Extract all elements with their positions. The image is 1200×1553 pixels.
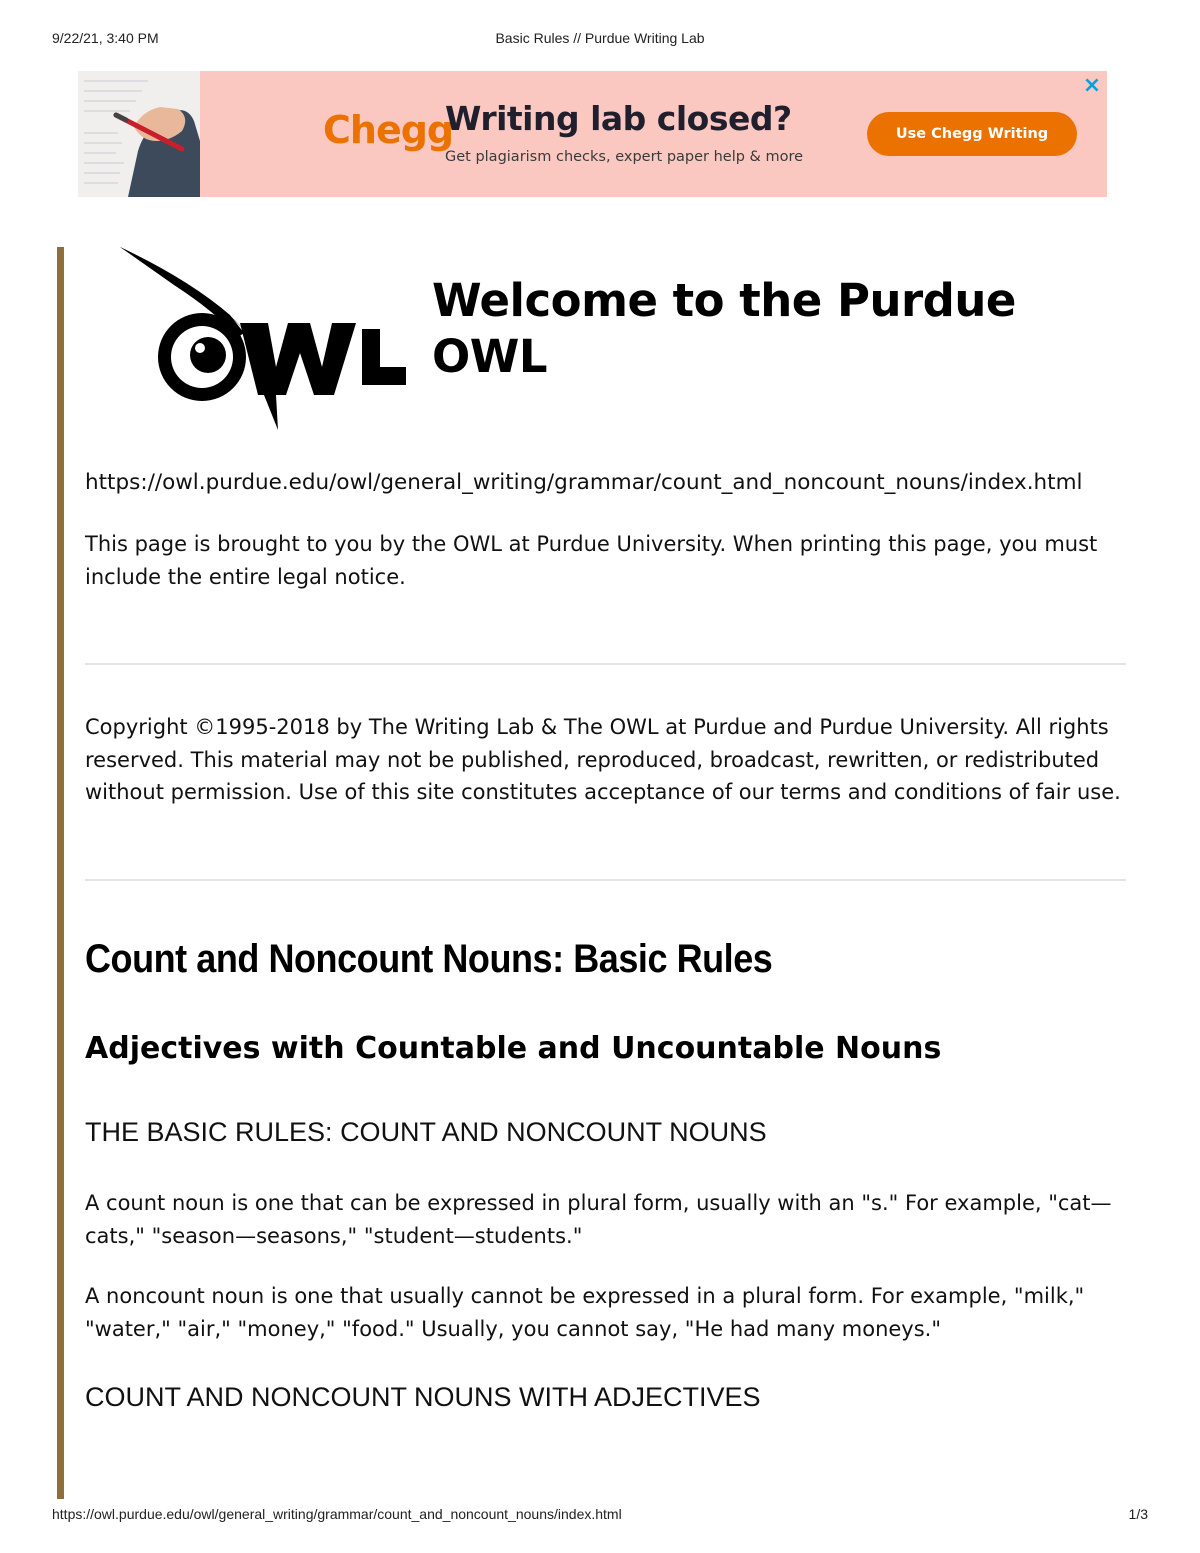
print-header: [52, 30, 1148, 50]
divider: [85, 879, 1126, 881]
ad-subline: Get plagiarism checks, expert paper help & more: [445, 149, 804, 165]
copyright-notice: Copyright ©1995-2018 by The Writing Lab & The OWL at Purdue and Purdue University. All rights reserved. This material may not be published, reproduced, broadcast, rewritten, or redistributed without permission. Use of this site constitutes acceptance of our terms and conditions of fair use.: [85, 715, 1121, 804]
divider: [85, 663, 1126, 665]
article-subtitle: Adjectives with Countable and Uncountable Nouns: [85, 1031, 942, 1066]
section-heading-basic-rules: THE BASIC RULES: COUNT AND NONCOUNT NOUNS: [85, 1117, 767, 1147]
page-url: https://owl.purdue.edu/owl/general_writing/grammar/count_and_noncount_nouns/index.html: [85, 470, 1083, 495]
welcome-heading: Welcome to the Purdue OWL: [432, 274, 1016, 383]
owl-logo-text: OWL: [118, 245, 121, 246]
print-footer: [52, 1506, 1148, 1524]
article-title: Count and Noncount Nouns: Basic Rules: [85, 937, 773, 981]
chegg-logo: Chegg: [323, 108, 454, 152]
legal-notice: This page is brought to you by the OWL at Purdue University. When printing this page, you must include the entire legal notice.: [85, 532, 1098, 589]
page-number: 1/3: [1128, 1506, 1148, 1522]
close-icon[interactable]: ×: [1082, 73, 1102, 98]
section-heading-adjectives: COUNT AND NONCOUNT NOUNS WITH ADJECTIVES: [85, 1382, 761, 1412]
left-accent-rule: [57, 247, 64, 1499]
print-datetime: 9/22/21, 3:40 PM: [52, 30, 159, 46]
paragraph-noncount-noun: A noncount noun is one that usually cannot be expressed in a plural form. For example, "milk," "water," "air," "money," "food." Usually, you cannot say, "He had many moneys.": [85, 1284, 1085, 1341]
paragraph-count-noun: A count noun is one that can be expressed in plural form, usually with an "s." For example, "cat—cats," "season—seasons," "student—students.": [85, 1191, 1112, 1248]
print-footer-url: https://owl.purdue.edu/owl/general_writing/grammar/count_and_noncount_nouns/index.html: [52, 1506, 622, 1522]
writing-hand-image: [78, 71, 200, 197]
chegg-ad-banner[interactable]: [78, 71, 1107, 197]
ad-headline: Writing lab closed?: [445, 99, 792, 138]
use-chegg-writing-button[interactable]: Use Chegg Writing: [867, 112, 1077, 156]
print-page-title: Basic Rules // Purdue Writing Lab: [495, 30, 705, 46]
owl-logo: [118, 245, 408, 430]
